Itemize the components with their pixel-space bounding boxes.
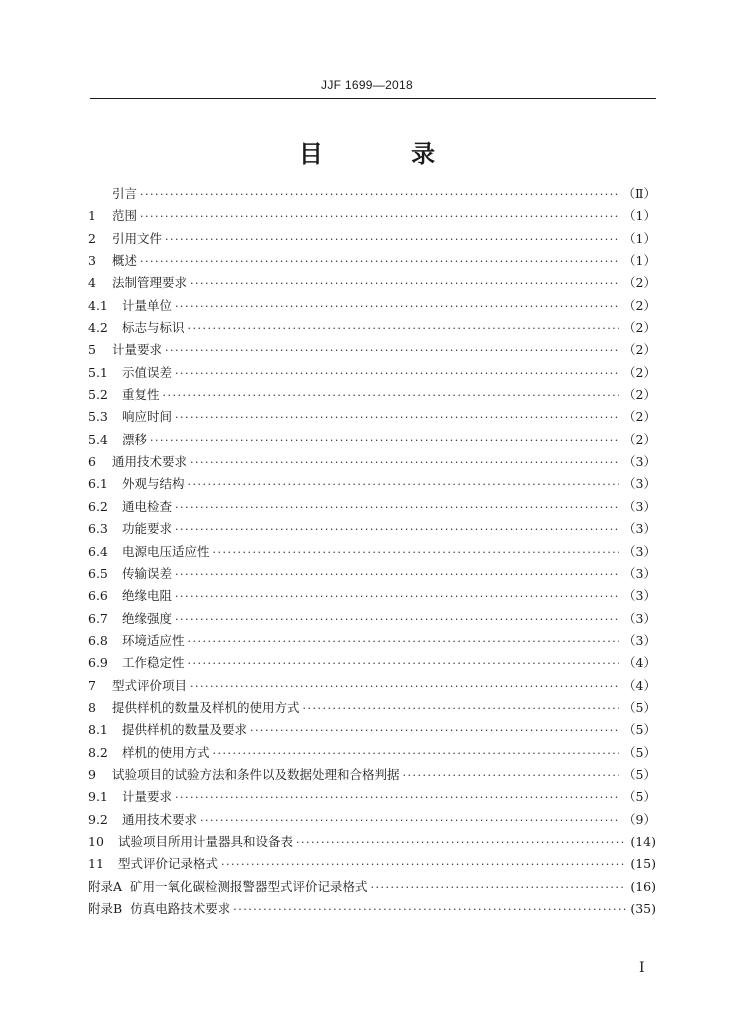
toc-entry-page: (16) (630, 878, 656, 894)
toc-entry[interactable] (88, 519, 656, 541)
dot-leader (190, 277, 619, 291)
dot-leader (175, 613, 619, 627)
toc-entry[interactable] (88, 452, 656, 474)
toc-entry[interactable] (88, 653, 656, 675)
toc-entry-page: （3） (623, 588, 656, 604)
toc-entry-page: （2） (623, 387, 656, 403)
toc-entry[interactable] (88, 273, 656, 295)
toc-entry-page: （5） (623, 789, 656, 805)
toc-entry[interactable] (88, 586, 656, 608)
toc-entry-label: 矿用一氧化碳检测报警器型式评价记录格式 (130, 878, 368, 894)
toc-entry-number: 9 (88, 766, 96, 782)
page-number: Ⅰ (639, 960, 645, 976)
toc-entry[interactable] (88, 363, 656, 385)
toc-entry[interactable] (88, 385, 656, 407)
dot-leader (140, 188, 618, 202)
toc-entry-label: 通电检查 (122, 498, 173, 514)
dot-leader (140, 255, 619, 269)
toc-entry-label: 仿真电路技术要求 (130, 901, 231, 916)
toc-entry-label: 提供样机的数量及样机的使用方式 (112, 699, 300, 715)
toc-entry-label: 引用文件 (112, 230, 163, 246)
toc-entry-label: 计量单位 (122, 297, 173, 313)
toc-entry[interactable] (88, 296, 656, 318)
toc-entry[interactable] (88, 877, 656, 899)
toc-entry[interactable] (88, 474, 656, 496)
dot-leader (175, 523, 619, 537)
toc-entry-label: 功能要求 (122, 521, 173, 537)
dot-leader (175, 791, 619, 805)
toc-entry-number: 6 (88, 454, 96, 470)
toc-entry[interactable] (88, 787, 656, 809)
toc-entry[interactable] (88, 720, 656, 742)
toc-entry-number: 6.3 (88, 521, 108, 537)
dot-leader (190, 456, 619, 470)
dot-leader (175, 501, 619, 515)
toc-entry-number: 1 (88, 208, 96, 224)
toc-entry-number: 9.1 (88, 789, 108, 805)
toc-entry[interactable] (88, 899, 656, 921)
toc-entry-number: 4.1 (88, 297, 108, 313)
toc-entry-number: 7 (88, 677, 96, 693)
toc-entry-page: （2） (623, 342, 656, 358)
toc-entry[interactable] (88, 430, 656, 452)
toc-entry-label: 引言 (112, 186, 138, 201)
toc-entry-page: （2） (623, 320, 656, 336)
dot-leader (140, 210, 619, 224)
dot-leader (188, 657, 620, 671)
toc-entry-label: 漂移 (122, 431, 148, 447)
toc-entry-label: 通用技术要求 (112, 454, 188, 470)
dot-leader (200, 814, 619, 828)
dot-leader (403, 769, 620, 783)
toc-entry-number: 8 (88, 699, 96, 715)
toc-entry-label: 电源电压适应性 (122, 543, 210, 559)
toc-entry-number: 6.9 (88, 655, 108, 671)
toc-entry[interactable] (88, 251, 656, 273)
toc-entry[interactable] (88, 206, 656, 228)
dot-leader (165, 344, 619, 358)
toc-entry-label: 工作稳定性 (122, 655, 185, 671)
toc-entry-label: 标志与标识 (122, 320, 185, 336)
dot-leader (165, 233, 619, 247)
toc-entry-number: 5.4 (88, 431, 108, 447)
dot-leader (213, 747, 620, 761)
toc-entry-page: （3） (623, 543, 656, 559)
dot-leader (175, 590, 619, 604)
toc-entry-page: （5） (623, 744, 656, 760)
dot-leader (175, 411, 619, 425)
toc-entry[interactable] (88, 229, 656, 251)
toc-entry-page: （9） (623, 811, 656, 827)
toc-entry-label: 范围 (112, 208, 138, 224)
toc-entry[interactable] (88, 765, 656, 787)
dot-leader (163, 389, 620, 403)
toc-entry-label: 型式评价记录格式 (118, 856, 219, 872)
dot-leader (213, 546, 620, 560)
toc-entry[interactable] (88, 184, 656, 206)
toc-entry-page: （1） (623, 208, 656, 224)
toc-entry-label: 计量要求 (122, 789, 173, 805)
dot-leader (296, 836, 626, 850)
toc-entry-number: 9.2 (88, 811, 108, 827)
toc-entry[interactable] (88, 564, 656, 586)
dot-leader (233, 903, 626, 917)
toc-entry-label: 重复性 (122, 387, 160, 403)
toc-entry-label: 试验项目所用计量器具和设备表 (118, 833, 294, 849)
toc-entry-page: （5） (623, 699, 656, 715)
toc-entry-number: 4.2 (88, 320, 108, 336)
toc-entry-page: （Ⅱ） (622, 186, 656, 201)
dot-leader (250, 724, 619, 738)
toc-entry[interactable] (88, 340, 656, 362)
dot-leader (175, 300, 619, 314)
toc-entry-page: （2） (623, 297, 656, 313)
toc-entry-page: (35) (630, 901, 656, 916)
toc-entry[interactable] (88, 631, 656, 653)
toc-entry-page: （3） (623, 632, 656, 648)
toc-entry-number: 5 (88, 342, 96, 358)
toc-entry-label: 法制管理要求 (112, 275, 188, 291)
toc-entry-label: 通用技术要求 (122, 811, 198, 827)
dot-leader (188, 635, 620, 649)
toc-entry-number: 8.2 (88, 744, 108, 760)
toc-entry-page: （1） (623, 253, 656, 269)
toc-entry-page: （2） (623, 409, 656, 425)
toc-entry-number: 6.1 (88, 476, 108, 492)
toc-entry[interactable] (88, 698, 656, 720)
toc-entry[interactable] (88, 743, 656, 765)
toc-entry-label: 示值误差 (122, 364, 173, 380)
dot-leader (150, 434, 619, 448)
dot-leader (188, 322, 620, 336)
dot-leader (175, 568, 619, 582)
toc-entry-page: （4） (623, 655, 656, 671)
toc-entry-page: (15) (630, 856, 656, 872)
toc-entry-label: 样机的使用方式 (122, 744, 210, 760)
toc-entry-label: 提供样机的数量及要求 (122, 722, 248, 738)
toc-entry-number: 2 (88, 230, 96, 246)
toc-entry-number: 6.7 (88, 610, 108, 626)
toc-entry[interactable] (88, 497, 656, 519)
toc-entry-page: （3） (623, 610, 656, 626)
toc-entry-label: 绝缘电阻 (122, 588, 173, 604)
toc-entry-page: （3） (623, 521, 656, 537)
toc-entry-label: 响应时间 (122, 409, 173, 425)
toc-entry-number: 5.3 (88, 409, 108, 425)
toc-entry-label: 外观与结构 (122, 476, 185, 492)
toc-entry-label: 试验项目的试验方法和条件以及数据处理和合格判据 (112, 766, 400, 782)
toc-entry-number: 5.1 (88, 364, 108, 380)
toc-entry-page: （3） (623, 476, 656, 492)
toc-entry-label: 概述 (112, 253, 138, 269)
header-rule (90, 98, 656, 99)
toc-entry-number: 5.2 (88, 387, 108, 403)
toc-entry-page: （5） (623, 722, 656, 738)
toc-entry-number: 10 (88, 833, 104, 849)
toc-entry-number: 6.5 (88, 565, 108, 581)
dot-leader (303, 702, 620, 716)
toc-entry-page: （2） (623, 275, 656, 291)
toc-entry-number: 6.2 (88, 498, 108, 514)
toc-entry-page: （1） (623, 230, 656, 246)
toc-entry-number: 8.1 (88, 722, 108, 738)
dot-leader (190, 680, 619, 694)
toc-entry-number: 6.8 (88, 632, 108, 648)
toc-entry-label: 传输误差 (122, 565, 173, 581)
toc-entry[interactable] (88, 407, 656, 429)
toc-entry[interactable] (88, 810, 656, 832)
toc-entry-number: 4 (88, 275, 96, 291)
toc-entry-label: 环境适应性 (122, 632, 185, 648)
toc-entry-page: (14) (630, 833, 656, 849)
toc-entry[interactable] (88, 854, 656, 876)
toc-entry-number: 6.6 (88, 588, 108, 604)
toc-entry-number: 附录B (88, 901, 123, 916)
toc-entry-page: （3） (623, 454, 656, 470)
toc-entry[interactable] (88, 676, 656, 698)
dot-leader (371, 881, 627, 895)
toc-entry-page: （4） (623, 677, 656, 693)
toc-entry-page: （5） (623, 766, 656, 782)
toc-entry-label: 型式评价项目 (112, 677, 188, 693)
toc-entry-number: 11 (88, 856, 104, 872)
dot-leader (175, 367, 619, 381)
toc-entry-page: （2） (623, 364, 656, 380)
document-code: JJF 1699—2018 (321, 78, 413, 92)
toc-entry-number: 附录A (88, 878, 123, 894)
toc-entry[interactable] (88, 832, 656, 854)
toc-entry[interactable] (88, 609, 656, 631)
toc-entry-label: 绝缘强度 (122, 610, 173, 626)
toc-entry[interactable] (88, 542, 656, 564)
toc-entry-label: 计量要求 (112, 342, 163, 358)
toc-entry-number: 3 (88, 253, 96, 269)
toc-entry-number: 6.4 (88, 543, 108, 559)
table-of-contents (88, 184, 656, 921)
dot-leader (188, 478, 620, 492)
dot-leader (221, 858, 626, 872)
toc-title: 目 录 (298, 140, 476, 168)
toc-entry-page: （2） (623, 431, 656, 447)
toc-entry-page: （3） (623, 565, 656, 581)
toc-entry[interactable] (88, 318, 656, 340)
toc-entry-page: （3） (623, 498, 656, 514)
